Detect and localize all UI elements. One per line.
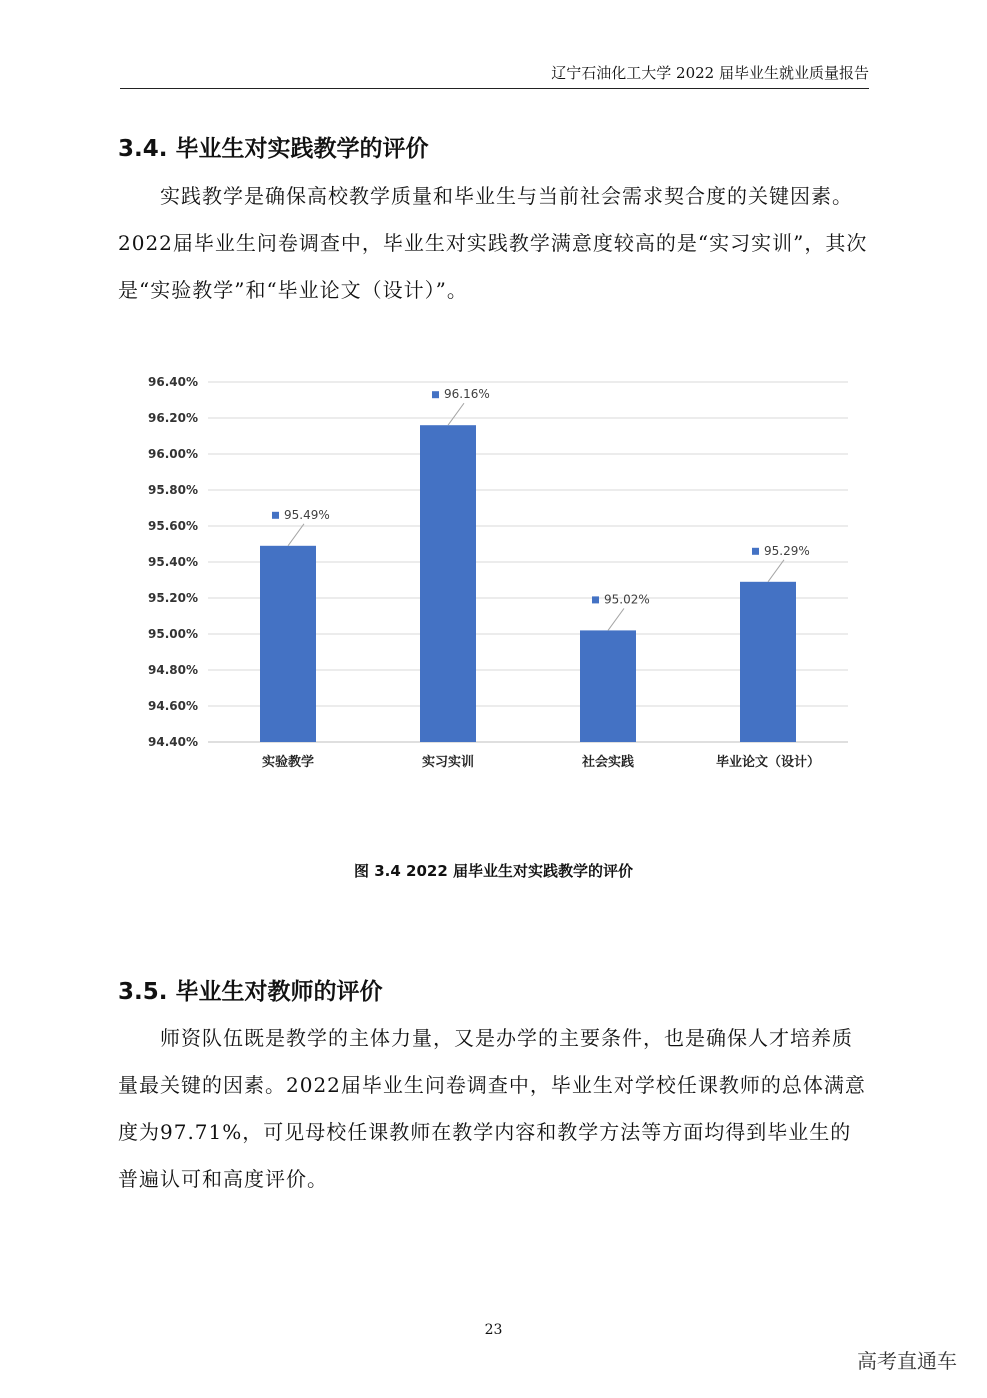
page-number: 23 bbox=[484, 1322, 503, 1338]
y-tick-label: 95.00% bbox=[148, 627, 198, 641]
bar bbox=[740, 582, 796, 742]
y-tick-label: 94.40% bbox=[148, 735, 198, 749]
y-tick-label: 95.20% bbox=[148, 591, 198, 605]
page-header: 辽宁石油化工大学 2022 届毕业生就业质量报告 bbox=[120, 60, 869, 89]
bar bbox=[580, 630, 636, 742]
data-label-marker bbox=[432, 391, 439, 398]
y-tick-label: 95.40% bbox=[148, 555, 198, 569]
y-tick-label: 94.80% bbox=[148, 663, 198, 677]
data-label: 95.49% bbox=[284, 507, 330, 522]
section-title-3-4: 3.4. 毕业生对实践教学的评价 bbox=[118, 136, 429, 162]
y-tick-label: 95.60% bbox=[148, 519, 198, 533]
watermark-text: 高考直通车 bbox=[857, 1349, 957, 1373]
y-tick-label: 96.40% bbox=[148, 375, 198, 389]
data-label-leader bbox=[288, 524, 304, 546]
data-label: 95.29% bbox=[764, 543, 810, 558]
chart-svg bbox=[120, 340, 870, 820]
x-tick-label: 实习实训 bbox=[421, 755, 475, 770]
data-label-marker bbox=[272, 512, 279, 519]
data-label-marker bbox=[752, 548, 759, 555]
x-tick-label: 实验教学 bbox=[261, 755, 315, 770]
y-tick-label: 96.20% bbox=[148, 411, 198, 425]
bar bbox=[260, 546, 316, 742]
satisfaction-bar-chart bbox=[120, 340, 870, 820]
section-paragraph-3-4: 实践教学是确保高校教学质量和毕业生与当前社会需求契合度的关键因素。2022届毕业生问卷调查中，毕业生对实践教学满意度较高的是“实习实训”，其次是“实验教学”和“毕业论文（设计）”。 bbox=[118, 184, 868, 302]
data-label: 96.16% bbox=[444, 387, 490, 402]
data-label-marker bbox=[592, 596, 599, 603]
x-tick-label: 社会实践 bbox=[581, 755, 635, 770]
data-label: 95.02% bbox=[604, 592, 650, 607]
data-label-leader bbox=[768, 560, 784, 582]
y-tick-label: 96.00% bbox=[148, 447, 198, 461]
x-tick-label: 毕业论文（设计） bbox=[715, 755, 821, 770]
figure-caption: 图 3.4 2022 届毕业生对实践教学的评价 bbox=[354, 862, 633, 880]
data-label-leader bbox=[608, 608, 624, 630]
y-tick-label: 94.60% bbox=[148, 699, 198, 713]
bar bbox=[420, 425, 476, 742]
section-title-3-5: 3.5. 毕业生对教师的评价 bbox=[118, 979, 383, 1005]
data-label-leader bbox=[448, 403, 464, 425]
y-tick-label: 95.80% bbox=[148, 483, 198, 497]
section-paragraph-3-5: 师资队伍既是教学的主体力量，又是办学的主要条件，也是确保人才培养质量最关键的因素。2022届毕业生问卷调查中，毕业生对学校任课教师的总体满意度为97.71%，可见母校任课教师在教学内容和教学方法等方面均得到毕业生的普遍认可和高度评价。 bbox=[118, 1026, 866, 1191]
